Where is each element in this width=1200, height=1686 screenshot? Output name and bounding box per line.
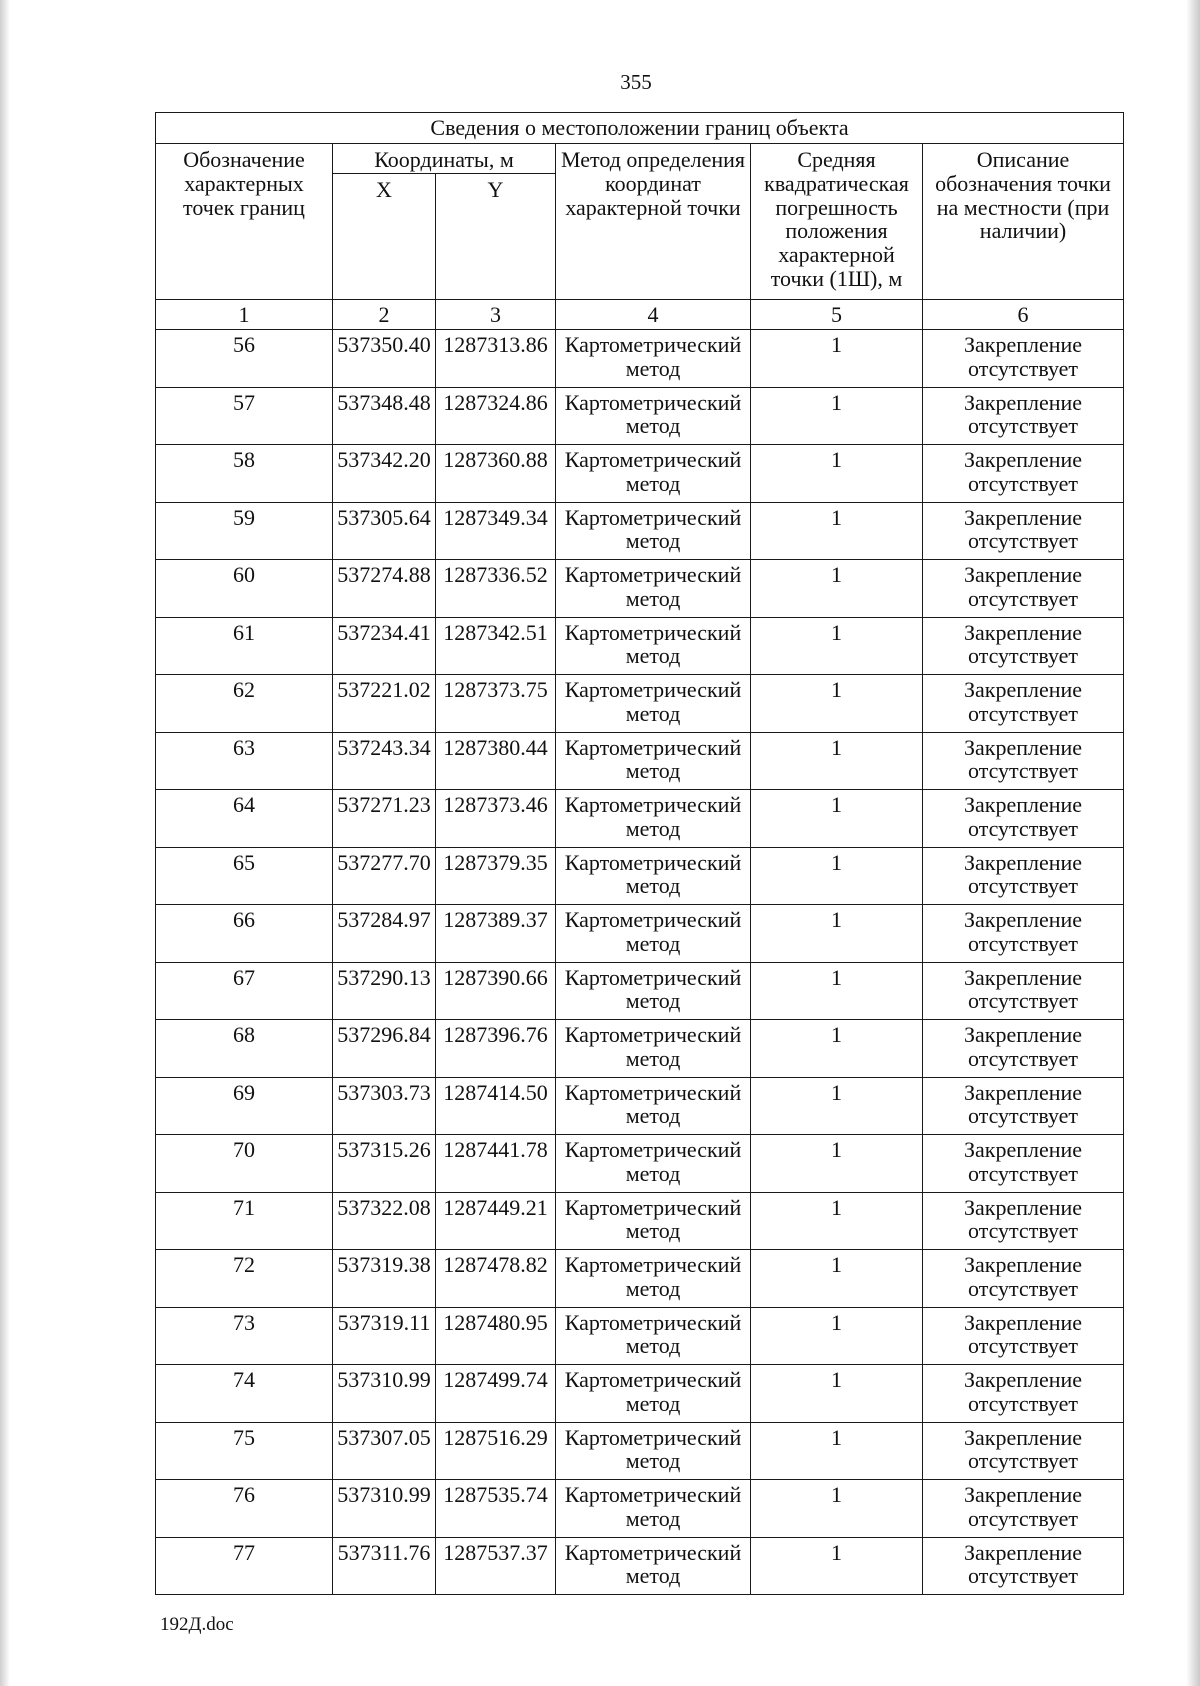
cell-error: 1	[751, 560, 923, 618]
cell-point: 63	[156, 732, 333, 790]
cell-method: Картометрический метод	[556, 847, 751, 905]
cell-description: Закрепление отсутствует	[923, 1077, 1124, 1135]
cell-description: Закрепление отсутствует	[923, 1135, 1124, 1193]
cell-x: 537274.88	[333, 560, 436, 618]
cell-error: 1	[751, 675, 923, 733]
cell-description: Закрепление отсутствует	[923, 1192, 1124, 1250]
cell-point: 68	[156, 1020, 333, 1078]
table-row	[156, 1480, 1124, 1538]
cell-x: 537305.64	[333, 502, 436, 560]
cell-point: 64	[156, 790, 333, 848]
table-row	[156, 1135, 1124, 1193]
cell-point: 60	[156, 560, 333, 618]
column-number: 5	[751, 300, 923, 330]
cell-method: Картометрический метод	[556, 1537, 751, 1595]
cell-y: 1287535.74	[436, 1480, 556, 1538]
header-error: Средняя квадратическая погрешность положения характерной точки (1Ш), м	[751, 144, 923, 300]
cell-point: 76	[156, 1480, 333, 1538]
cell-y: 1287449.21	[436, 1192, 556, 1250]
cell-x: 537342.20	[333, 445, 436, 503]
cell-x: 537307.05	[333, 1422, 436, 1480]
cell-description: Закрепление отсутствует	[923, 962, 1124, 1020]
cell-method: Картометрический метод	[556, 1422, 751, 1480]
cell-y: 1287480.95	[436, 1307, 556, 1365]
cell-method: Картометрический метод	[556, 1250, 751, 1308]
cell-description: Закрепление отсутствует	[923, 732, 1124, 790]
cell-x: 537310.99	[333, 1480, 436, 1538]
cell-method: Картометрический метод	[556, 1307, 751, 1365]
table-row	[156, 502, 1124, 560]
cell-method: Картометрический метод	[556, 560, 751, 618]
cell-error: 1	[751, 387, 923, 445]
cell-method: Картометрический метод	[556, 962, 751, 1020]
cell-x: 537311.76	[333, 1537, 436, 1595]
table-row	[156, 905, 1124, 963]
cell-x: 537303.73	[333, 1077, 436, 1135]
cell-point: 77	[156, 1537, 333, 1595]
footer-filename: 192Д.doc	[160, 1614, 234, 1635]
column-number: 6	[923, 300, 1124, 330]
cell-method: Картометрический метод	[556, 1365, 751, 1423]
cell-description: Закрепление отсутствует	[923, 1537, 1124, 1595]
table-row	[156, 1192, 1124, 1250]
cell-x: 537243.34	[333, 732, 436, 790]
table-row	[156, 1365, 1124, 1423]
table-row	[156, 732, 1124, 790]
cell-error: 1	[751, 1480, 923, 1538]
cell-x: 537234.41	[333, 617, 436, 675]
table-body	[156, 330, 1124, 1595]
cell-error: 1	[751, 1077, 923, 1135]
cell-y: 1287360.88	[436, 445, 556, 503]
cell-y: 1287478.82	[436, 1250, 556, 1308]
cell-error: 1	[751, 790, 923, 848]
cell-point: 61	[156, 617, 333, 675]
boundary-points-table	[155, 112, 1124, 1595]
cell-method: Картометрический метод	[556, 1020, 751, 1078]
cell-point: 71	[156, 1192, 333, 1250]
cell-error: 1	[751, 1135, 923, 1193]
scan-edge-left	[0, 0, 10, 1686]
table-row	[156, 445, 1124, 503]
cell-method: Картометрический метод	[556, 330, 751, 388]
cell-x: 537284.97	[333, 905, 436, 963]
table-row	[156, 675, 1124, 733]
table-row	[156, 962, 1124, 1020]
cell-y: 1287380.44	[436, 732, 556, 790]
page-number: 355	[620, 70, 652, 94]
cell-method: Картометрический метод	[556, 502, 751, 560]
cell-method: Картометрический метод	[556, 1077, 751, 1135]
cell-y: 1287499.74	[436, 1365, 556, 1423]
header-x: X	[333, 174, 436, 300]
cell-y: 1287379.35	[436, 847, 556, 905]
cell-method: Картометрический метод	[556, 1192, 751, 1250]
cell-x: 537277.70	[333, 847, 436, 905]
cell-point: 56	[156, 330, 333, 388]
cell-point: 66	[156, 905, 333, 963]
column-number: 4	[556, 300, 751, 330]
cell-x: 537319.38	[333, 1250, 436, 1308]
cell-description: Закрепление отсутствует	[923, 1307, 1124, 1365]
cell-point: 75	[156, 1422, 333, 1480]
cell-method: Картометрический метод	[556, 675, 751, 733]
cell-point: 67	[156, 962, 333, 1020]
column-number-row	[156, 300, 1124, 330]
cell-point: 73	[156, 1307, 333, 1365]
cell-method: Картометрический метод	[556, 905, 751, 963]
cell-method: Картометрический метод	[556, 1135, 751, 1193]
cell-description: Закрепление отсутствует	[923, 790, 1124, 848]
cell-error: 1	[751, 1365, 923, 1423]
table-row	[156, 330, 1124, 388]
cell-error: 1	[751, 1250, 923, 1308]
header-point: Обозначение характерных точек границ	[156, 144, 333, 300]
cell-x: 537221.02	[333, 675, 436, 733]
cell-method: Картометрический метод	[556, 790, 751, 848]
cell-description: Закрепление отсутствует	[923, 445, 1124, 503]
cell-point: 74	[156, 1365, 333, 1423]
cell-y: 1287349.34	[436, 502, 556, 560]
header-coords: Координаты, м	[333, 144, 556, 174]
cell-y: 1287516.29	[436, 1422, 556, 1480]
cell-method: Картометрический метод	[556, 617, 751, 675]
cell-x: 537290.13	[333, 962, 436, 1020]
table-row	[156, 1422, 1124, 1480]
cell-x: 537310.99	[333, 1365, 436, 1423]
table-row	[156, 560, 1124, 618]
cell-y: 1287373.75	[436, 675, 556, 733]
cell-point: 65	[156, 847, 333, 905]
cell-description: Закрепление отсутствует	[923, 675, 1124, 733]
cell-point: 72	[156, 1250, 333, 1308]
header-y: Y	[436, 174, 556, 300]
column-number: 1	[156, 300, 333, 330]
cell-y: 1287441.78	[436, 1135, 556, 1193]
cell-y: 1287414.50	[436, 1077, 556, 1135]
table-row	[156, 1250, 1124, 1308]
table-caption: Сведения о местоположении границ объекта	[156, 113, 1124, 144]
cell-description: Закрепление отсутствует	[923, 1480, 1124, 1538]
column-number: 3	[436, 300, 556, 330]
cell-error: 1	[751, 445, 923, 503]
cell-description: Закрепление отсутствует	[923, 1250, 1124, 1308]
cell-point: 69	[156, 1077, 333, 1135]
cell-description: Закрепление отсутствует	[923, 617, 1124, 675]
table-row	[156, 847, 1124, 905]
header-method: Метод определения координат характерной точки	[556, 144, 751, 300]
cell-error: 1	[751, 330, 923, 388]
cell-error: 1	[751, 502, 923, 560]
table-row	[156, 790, 1124, 848]
column-number: 2	[333, 300, 436, 330]
cell-x: 537350.40	[333, 330, 436, 388]
table-row	[156, 1307, 1124, 1365]
cell-description: Закрепление отсутствует	[923, 1020, 1124, 1078]
table-row	[156, 617, 1124, 675]
cell-method: Картометрический метод	[556, 1480, 751, 1538]
cell-point: 57	[156, 387, 333, 445]
cell-y: 1287537.37	[436, 1537, 556, 1595]
cell-point: 62	[156, 675, 333, 733]
cell-error: 1	[751, 1307, 923, 1365]
cell-point: 59	[156, 502, 333, 560]
cell-x: 537271.23	[333, 790, 436, 848]
cell-x: 537322.08	[333, 1192, 436, 1250]
cell-error: 1	[751, 732, 923, 790]
cell-description: Закрепление отсутствует	[923, 330, 1124, 388]
table-row	[156, 1077, 1124, 1135]
cell-description: Закрепление отсутствует	[923, 847, 1124, 905]
cell-x: 537296.84	[333, 1020, 436, 1078]
cell-x: 537315.26	[333, 1135, 436, 1193]
cell-method: Картометрический метод	[556, 445, 751, 503]
cell-x: 537348.48	[333, 387, 436, 445]
cell-y: 1287342.51	[436, 617, 556, 675]
cell-y: 1287389.37	[436, 905, 556, 963]
cell-method: Картометрический метод	[556, 732, 751, 790]
cell-description: Закрепление отсутствует	[923, 387, 1124, 445]
cell-point: 58	[156, 445, 333, 503]
cell-description: Закрепление отсутствует	[923, 1365, 1124, 1423]
cell-error: 1	[751, 905, 923, 963]
table-row	[156, 387, 1124, 445]
cell-y: 1287396.76	[436, 1020, 556, 1078]
table-row	[156, 1020, 1124, 1078]
cell-error: 1	[751, 847, 923, 905]
cell-y: 1287390.66	[436, 962, 556, 1020]
cell-description: Закрепление отсутствует	[923, 905, 1124, 963]
cell-error: 1	[751, 1422, 923, 1480]
cell-y: 1287313.86	[436, 330, 556, 388]
cell-error: 1	[751, 1537, 923, 1595]
cell-y: 1287373.46	[436, 790, 556, 848]
scan-edge-right	[1186, 0, 1200, 1686]
cell-y: 1287336.52	[436, 560, 556, 618]
cell-error: 1	[751, 617, 923, 675]
cell-description: Закрепление отсутствует	[923, 1422, 1124, 1480]
cell-method: Картометрический метод	[556, 387, 751, 445]
cell-description: Закрепление отсутствует	[923, 502, 1124, 560]
table-row	[156, 1537, 1124, 1595]
cell-error: 1	[751, 1192, 923, 1250]
cell-error: 1	[751, 962, 923, 1020]
cell-error: 1	[751, 1020, 923, 1078]
cell-description: Закрепление отсутствует	[923, 560, 1124, 618]
cell-y: 1287324.86	[436, 387, 556, 445]
cell-x: 537319.11	[333, 1307, 436, 1365]
header-description: Описание обозначения точки на местности (при наличии)	[923, 144, 1124, 300]
cell-point: 70	[156, 1135, 333, 1193]
